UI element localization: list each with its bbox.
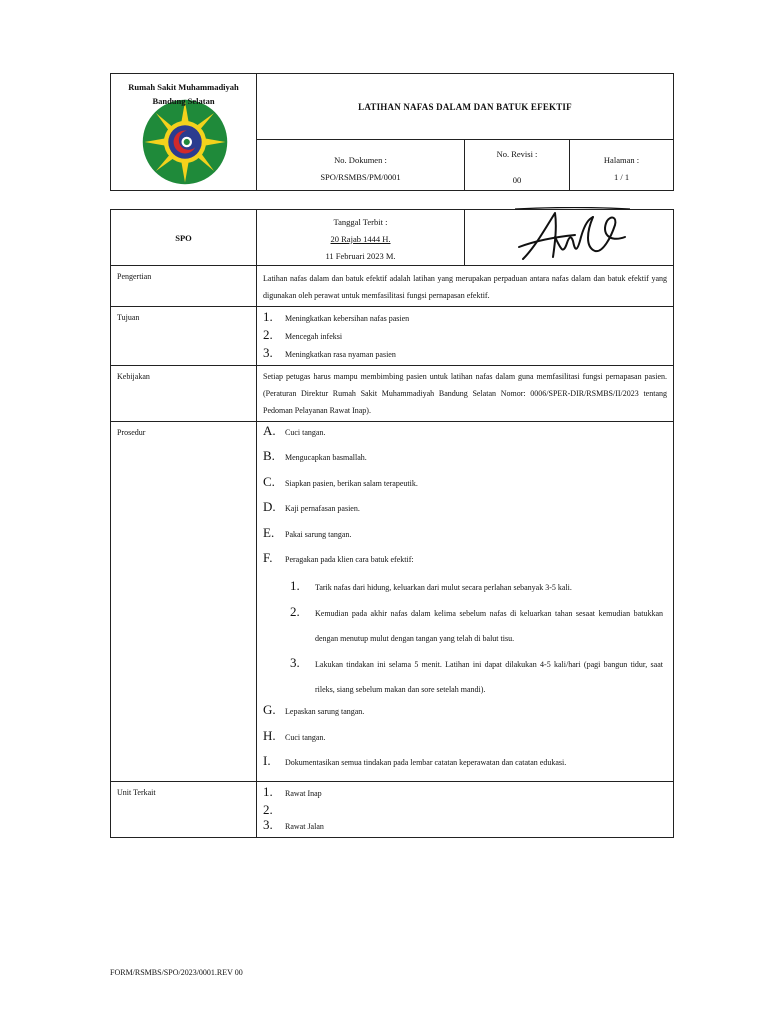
- page-value: 1 / 1: [613, 172, 630, 182]
- list-item: 2.: [263, 801, 273, 817]
- page-cell: [570, 140, 674, 191]
- tujuan-label: Tujuan: [111, 307, 257, 366]
- page-label: Halaman :: [603, 155, 640, 165]
- list-item: 2. Mencegah infeksi: [263, 327, 343, 342]
- list-item: F. Peragakan pada klien cara batuk efektif:: [263, 549, 414, 565]
- kebijakan-label: Kebijakan: [111, 366, 257, 422]
- doc-number-cell: [257, 140, 465, 191]
- doc-number-value: SPO/RSMBS/PM/0001: [320, 172, 401, 182]
- pengertian-text: Latihan nafas dalam dan batuk efektif adalah latihan yang merupakan perpaduan antara nafas dalam dan batuk efektif yang digunakan oleh perawat untuk memfasilitasi fungsi pernapasan efektif.: [257, 266, 674, 307]
- document-header: [110, 73, 674, 191]
- issue-date-hijri: 20 Rajab 1444 H.: [330, 234, 391, 244]
- list-item: 3. Rawat Jalan: [263, 816, 324, 832]
- list-item: H. Cuci tangan.: [263, 727, 326, 743]
- hospital-name: Rumah Sakit Muhammadiyah Bandung Selatan: [128, 82, 239, 106]
- list-item: C. Siapkan pasien, berikan salam terapeutik.: [263, 473, 418, 489]
- list-item: G. Lepaskan sarung tangan.: [263, 702, 365, 718]
- prosedur-list: [257, 422, 674, 782]
- revision-cell: [465, 140, 570, 191]
- spo-label: SPO: [111, 210, 257, 266]
- list-item: 1. Rawat Inap: [263, 783, 322, 799]
- sub-step-list: [263, 575, 667, 702]
- procedure-table: [110, 209, 674, 838]
- unit-terkait-label: Unit Terkait: [111, 781, 257, 837]
- issue-date-label: Tanggal Terbit :: [333, 217, 388, 227]
- list-item: E. Pakai sarung tangan.: [263, 524, 352, 540]
- doc-number-label: No. Dokumen :: [334, 155, 387, 165]
- kebijakan-text: Setiap petugas harus mampu membimbing pasien untuk latihan nafas dalam guna memfasilitasi fungsi pernapasan pasien. (Peraturan Direktur Rumah Sakit Muhammadiyah Bandung Selatan Nomor: 0006/SPER-DIR/RSMBS/II/2023 tentang Pedoman Pelayanan Rawat Inap).: [257, 366, 674, 422]
- hospital-logo-cell: [111, 74, 257, 191]
- hospital-emblem-icon: [139, 98, 231, 186]
- signature: [515, 207, 630, 265]
- issue-date-cell: [257, 210, 465, 266]
- unit-terkait-list: [257, 781, 674, 837]
- list-item: A. Cuci tangan.: [263, 423, 326, 438]
- issue-date-gregorian: 11 Februari 2023 M.: [325, 251, 396, 261]
- tujuan-list: [257, 307, 674, 366]
- list-item: 1. Meningkatkan kebersihan nafas pasien: [263, 309, 410, 324]
- prosedur-label: Prosedur: [111, 422, 257, 782]
- revision-label: No. Revisi :: [496, 149, 538, 159]
- document-title: LATIHAN NAFAS DALAM DAN BATUK EFEKTIF: [257, 74, 674, 140]
- list-item: D. Kaji pernafasan pasien.: [263, 499, 360, 515]
- list-item: I. Dokumentasikan semua tindakan pada lembar catatan keperawatan dan catatan edukasi.: [263, 753, 567, 769]
- revision-value: 00: [512, 175, 522, 185]
- list-item: B. Mengucapkan basmallah.: [263, 448, 367, 464]
- pengertian-label: Pengertian: [111, 266, 257, 307]
- list-item: 3. Meningkatkan rasa nyaman pasien: [263, 345, 396, 360]
- sub-list-item: 2. Kemudian pada akhir nafas dalam kelima sebelum nafas di keluarkan tahan sesaat kemudian batukkan dengan menutup mulut dengan tangan yang telah di balut tisu.: [290, 603, 663, 644]
- sub-list-item: 3. Lakukan tindakan ini selama 5 menit. Latihan ini dapat dilakukan 4-5 kali/hari (pagi bangun tidur, saat rileks, siang sebelum makan dan sore setelah mandi).: [290, 654, 663, 694]
- sub-list-item: 1. Tarik nafas dari hidung, keluarkan dari mulut secara perlahan sebanyak 3-5 kali.: [290, 578, 572, 594]
- form-code: FORM/RSMBS/SPO/2023/0001.REV 00: [110, 968, 243, 977]
